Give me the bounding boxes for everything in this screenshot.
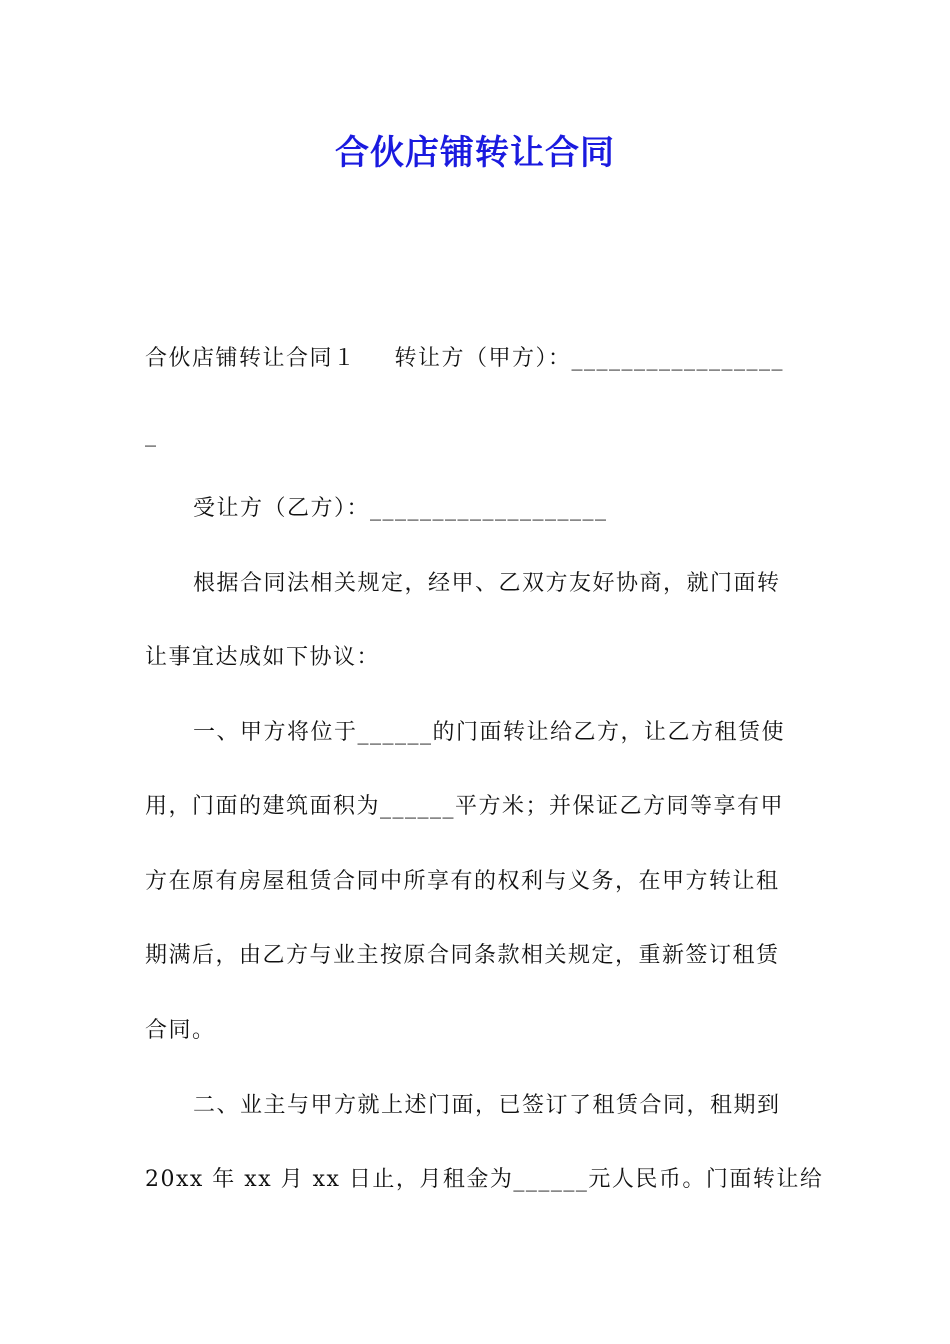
rent-blank: ______ (513, 1167, 589, 1192)
clause1-line-4: 期满后，由乙方与业主按原合同条款相关规定，重新签订租赁 (145, 943, 780, 968)
transferee-blank: ___________________ (370, 496, 608, 521)
document-title: 合伙店铺转让合同 (335, 133, 615, 173)
intro-line-2: 让事宜达成如下协议： (145, 645, 381, 670)
transferor-blank-continuation (145, 419, 815, 451)
clause2-line-2 (145, 1164, 824, 1196)
transferor-label: 转让方（甲方）： (394, 346, 572, 371)
clause1-text-b: 的门面转让给乙方，让乙方租赁使 (432, 720, 786, 745)
intro-line-1: 根据合同法相关规定，经甲、乙双方友好协商，就门面转 (193, 571, 781, 596)
clause1-line-2 (145, 791, 815, 823)
area-blank: ______ (380, 794, 456, 819)
clause2-text-c: 元人民币。门面转让给 (588, 1167, 824, 1192)
clause2-text-b: 20xx 年 xx 月 xx 日止，月租金为 (145, 1167, 514, 1192)
transferor-blank-cont: _ (145, 422, 158, 447)
contract-heading: 合伙店铺转让合同１ (145, 346, 357, 371)
transferee-label: 受让方（乙方）： (193, 496, 371, 521)
clause1-text-d: 平方米；并保证乙方同等享有甲 (455, 794, 785, 819)
clause1-line-1 (145, 717, 863, 749)
header-line (145, 343, 815, 375)
location-blank: ______ (357, 720, 433, 745)
clause1-line-5: 合同。 (145, 1018, 216, 1043)
clause2-line-1: 二、业主与甲方就上述门面，已签订了租赁合同，租期到 (193, 1093, 781, 1118)
clause1-line-3: 方在原有房屋租赁合同中所享有的权利与义务，在甲方转让租 (145, 869, 780, 894)
transferor-blank: _________________ (571, 346, 785, 371)
clause1-text-c: 用，门面的建筑面积为 (145, 794, 381, 819)
clause1-text-a: 一、甲方将位于 (193, 720, 358, 745)
transferee-line (145, 493, 863, 525)
